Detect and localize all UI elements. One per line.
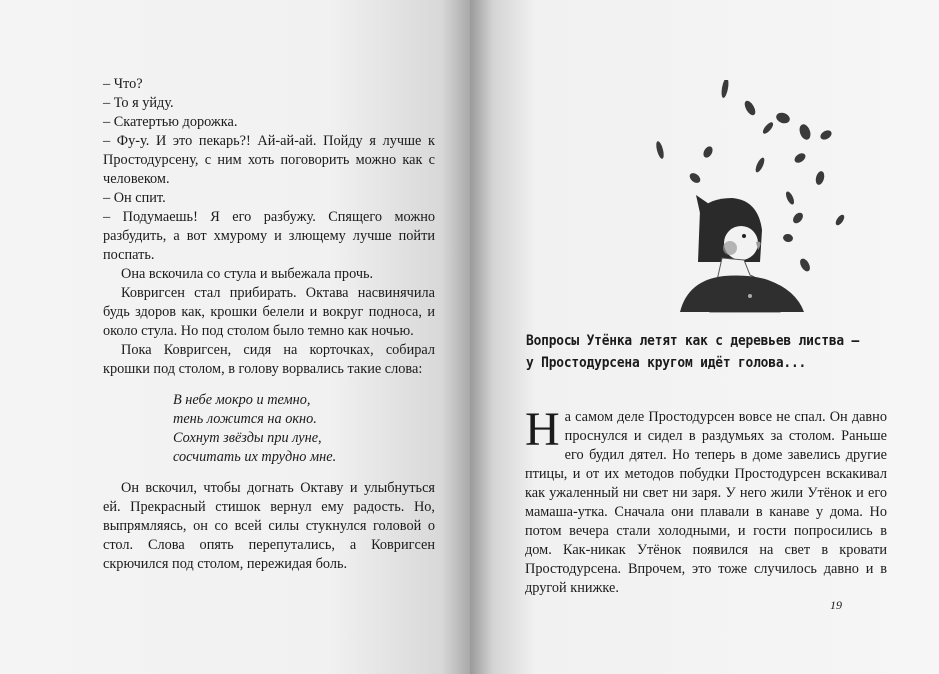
leaf-icon bbox=[791, 211, 805, 225]
caption-line: Вопросы Утёнка летят как с деревьев листва – bbox=[526, 333, 860, 349]
poem-line: В небе мокро и темно, bbox=[173, 392, 311, 408]
illustration-duckling-with-leaves bbox=[640, 80, 850, 315]
leaf-icon bbox=[798, 257, 812, 273]
dialogue-line: – Фу-у. И это пекарь?! Ай-ай-ай. Пойду я лучше к Простодурсену, с ним хоть поговорить можно как с человеком. bbox=[103, 133, 435, 187]
dialogue-line: – То я уйду. bbox=[103, 95, 174, 111]
dialogue-line: – Что? bbox=[103, 76, 143, 92]
leaf-icon bbox=[655, 141, 665, 160]
leaf-icon bbox=[834, 213, 846, 226]
paragraph: Она вскочила со стула и выбежала прочь. bbox=[121, 266, 374, 282]
leaf-icon bbox=[720, 80, 729, 98]
dialogue-line: – Он спит. bbox=[103, 190, 166, 206]
leaf-icon bbox=[754, 156, 766, 173]
leaf-icon bbox=[743, 99, 758, 117]
poem-line: тень ложится на окно. bbox=[173, 411, 317, 427]
leaf-icon bbox=[782, 233, 793, 243]
leaf-icon bbox=[793, 151, 807, 164]
paragraph: а самом деле Простодурсен вовсе не спал. Он давно проснулся и сидел в раздумьях за столом. Раньше его будил дятел. Но теперь в доме завелись другие птицы, и от их методов побудки Простодурсен вскакивал как ужаленный ни свет ни заря. У него жили Утёнок и его мамаша-утка. Сначала они плавали в канаве у дома. Но потом вечера стали холодными, и гости попросились в дом. Как-никак Утёнок появился на свет в кровати Простодурсена. Впрочем, это тоже случилось давно и в другой книжке. bbox=[525, 409, 887, 596]
drop-cap: Н bbox=[525, 403, 560, 456]
right-page bbox=[470, 0, 939, 674]
page-number: 19 bbox=[830, 598, 842, 612]
duckling-figure bbox=[680, 195, 804, 312]
caption-line: у Простодурсена кругом идёт голова... bbox=[526, 355, 807, 371]
left-page-text bbox=[103, 75, 435, 574]
dialogue-line: – Подумаешь! Я его разбужу. Спящего можно разбудить, а вот хмурому и злющему лучше пойти поспать. bbox=[103, 209, 435, 263]
leaf-icon bbox=[775, 111, 792, 125]
dialogue-line: – Скатертью дорожка. bbox=[103, 114, 238, 130]
leaf-icon bbox=[798, 123, 813, 141]
paragraph: Ковригсен стал прибирать. Октава насвинячила будь здоров как, крошки белели и вокруг подноса, и около стула. Но под столом было темно как ночью. bbox=[103, 285, 435, 339]
leaf-icon bbox=[784, 190, 795, 205]
poem-line: Сохнут звёзды при луне, bbox=[173, 430, 322, 446]
paragraph: Он вскочил, чтобы догнать Октаву и улыбнуться ей. Прекрасный стишок вернул ему радость. Но, выпрямляясь, он со всей силы стукнулся головой о стол. Слова опять перепутались, а Ковригсен скрючился под столом, пережидая боль. bbox=[103, 480, 435, 572]
right-page-text bbox=[525, 403, 887, 598]
paragraph: Пока Ковригсен, сидя на корточках, собирал крошки под столом, в голову ворвались такие слова: bbox=[103, 342, 435, 377]
poem-line: сосчитать их трудно мне. bbox=[173, 449, 337, 465]
illustration-caption bbox=[526, 330, 866, 374]
leaf-icon bbox=[761, 121, 775, 136]
poem bbox=[173, 391, 435, 467]
leaf-icon bbox=[688, 171, 702, 185]
leaf-icon bbox=[819, 129, 833, 142]
leaf-icon bbox=[702, 145, 715, 159]
leaf-icon bbox=[814, 170, 825, 186]
